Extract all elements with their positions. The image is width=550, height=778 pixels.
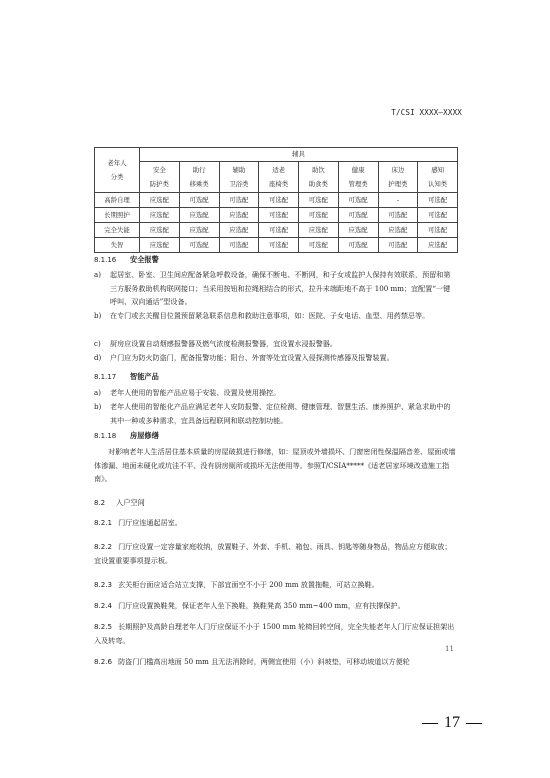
table-cell: 可选配 bbox=[299, 238, 339, 253]
row-label: 失智 bbox=[95, 238, 140, 253]
paragraph-8-1-18: 对影响老年人生活居住基本质量的房屋破损进行修缮，如：屋顶或外墙损坏、门窗密闭性保温隔音差、屋面或墙体渗漏、地面未硬化或坑洼不平、没有厨房厕所或损坏无法使用等。参照T/CSIA*****《适老居家环境改造施工指南》。 bbox=[94, 447, 456, 484]
list-item-b: b) 老年人使用的智能化产品应满足老年人安防报警、定位检测、健康管理、智慧生活、康养照护、紧急求助中的其中一种或多种需求，宜具备远程联网和联动控制功能。 bbox=[94, 402, 451, 425]
table-corner-header: 老年人 分类 bbox=[95, 148, 140, 193]
list-item-d: d) 户门应为防火防盗门，配备报警功能；阳台、外窗等处宜设置入侵探测传感器及报警装置。 bbox=[94, 353, 394, 362]
list-item-a: a) 起居室、卧室、卫生间应配备紧急呼救设备，确保不断电、不断网，和子女或监护人保持有效联系，预留和第三方服务救助机构联网接口；当采用按钮和拉绳相结合的形式，拉升末端距地不高于 100 mm；宜配置“一键呼叫、双向通话”型设备。 bbox=[94, 270, 451, 307]
table-cell: 可选配 bbox=[179, 238, 219, 253]
table-cell: 可选配 bbox=[418, 223, 458, 238]
section-title: 安全报警 bbox=[130, 255, 159, 264]
table-row bbox=[95, 193, 458, 208]
clause-8-2-2: 8.2.2 门厅应设置一定容量家庭收纳，放置鞋子、外套、手机、箱包、雨具、钥匙等随身物品，物品应方便取放；宜设置重要事项提示板。 bbox=[94, 542, 452, 565]
column-header: 助行 移乘类 bbox=[179, 162, 219, 193]
table-cell: 应选配 bbox=[219, 223, 259, 238]
row-label: 完全失能 bbox=[95, 223, 140, 238]
inner-page-number: 11 bbox=[445, 645, 454, 653]
table-cell: 可选配 bbox=[259, 238, 299, 253]
table-cell: 可选配 bbox=[179, 193, 219, 208]
table-group-header: 辅具 bbox=[140, 148, 458, 162]
section-heading-8-2 bbox=[94, 498, 145, 508]
section-heading-8-1-17 bbox=[94, 372, 159, 382]
clause-8-2-3: 8.2.3 玄关柜台面应适合站立支撑，下部宜面空不小于 200 mm 放置拖鞋，可站立换鞋。 bbox=[94, 580, 379, 589]
table-cell: 可选配 bbox=[299, 193, 339, 208]
table-row bbox=[95, 208, 458, 223]
table-cell: 可选配 bbox=[338, 208, 378, 223]
list-item-b: b) 在专门或玄关醒目位置预留紧急联系信息和救助注意事项，如：医院、子女电话、血型、用药禁忌等。 bbox=[94, 311, 430, 320]
row-label: 高龄自理 bbox=[95, 193, 140, 208]
table-cell: 可选配 bbox=[338, 193, 378, 208]
table-cell: 可选配 bbox=[299, 208, 339, 223]
table-cell: 可选配 bbox=[338, 238, 378, 253]
table-row bbox=[95, 238, 458, 253]
table-cell: 应选配 bbox=[179, 223, 219, 238]
clause-8-2-4: 8.2.4 门厅应设置换鞋凳，保证老年人坐下换鞋，换鞋凳高 350 mm~400 mm，应有扶撑保护。 bbox=[94, 601, 405, 610]
dash-left bbox=[422, 723, 438, 724]
table-cell: 应选配 bbox=[418, 238, 458, 253]
table-cell: 可选配 bbox=[219, 193, 259, 208]
table-cell: 可选配 bbox=[259, 208, 299, 223]
assistive-devices-table bbox=[94, 147, 458, 253]
section-number: 8.1.16 bbox=[94, 256, 117, 264]
table-cell: 应选配 bbox=[140, 223, 180, 238]
page-number: 17 bbox=[416, 714, 488, 732]
clause-8-2-5: 8.2.5 长期照护及高龄自理老年人门厅应保证不小于 1500 mm 轮椅回转空间，完全失能老年人门厅应保证担架出入及转弯。 bbox=[94, 622, 455, 645]
table-cell: 应选配 bbox=[219, 208, 259, 223]
table-column-headers bbox=[95, 162, 458, 193]
column-header: 辅助 卫浴类 bbox=[219, 162, 259, 193]
standard-code: T/CSI XXXX—XXXX bbox=[391, 108, 462, 117]
table-cell: 可选配 bbox=[259, 193, 299, 208]
table-cell: 应选配 bbox=[299, 223, 339, 238]
clause-8-2-1: 8.2.1 门厅应连通起居室。 bbox=[94, 518, 182, 527]
section-title: 入户空间 bbox=[116, 498, 145, 507]
table-cell: 应选配 bbox=[179, 208, 219, 223]
table-cell: 可选配 bbox=[259, 223, 299, 238]
table-cell: 可选配 bbox=[378, 238, 418, 253]
column-header: 助饮 助食类 bbox=[299, 162, 339, 193]
list-item-c: c) 厨房应设置自动烟感报警器及燃气浓度检测报警器，宜设置水浸报警器。 bbox=[94, 339, 337, 348]
column-header: 床边 护理类 bbox=[378, 162, 418, 193]
table-cell: 可选配 bbox=[219, 238, 259, 253]
table-cell: 应选配 bbox=[338, 223, 378, 238]
section-heading-8-1-16 bbox=[94, 255, 159, 265]
column-header: 健康 管理类 bbox=[338, 162, 378, 193]
column-header: 安全 防护类 bbox=[140, 162, 180, 193]
dash-right bbox=[466, 723, 482, 724]
table-cell: 应选配 bbox=[140, 208, 180, 223]
table-cell: - bbox=[378, 193, 418, 208]
section-heading-8-1-18 bbox=[94, 431, 159, 441]
section-number: 8.1.18 bbox=[94, 432, 117, 440]
table-cell: 应选配 bbox=[140, 193, 180, 208]
row-label: 长期照护 bbox=[95, 208, 140, 223]
section-title: 智能产品 bbox=[130, 372, 159, 381]
table-cell: 可选配 bbox=[418, 208, 458, 223]
list-item-a: a) 老年人使用的智能产品应易于安装、设置及使用操控。 bbox=[94, 388, 281, 397]
table-row bbox=[95, 223, 458, 238]
table-cell: 应选配 bbox=[140, 238, 180, 253]
section-number: 8.1.17 bbox=[94, 373, 117, 381]
column-header: 感知 认知类 bbox=[418, 162, 458, 193]
column-header: 适老 座椅类 bbox=[259, 162, 299, 193]
section-title: 房屋修缮 bbox=[130, 431, 159, 440]
table-cell: 可选配 bbox=[378, 208, 418, 223]
clause-8-2-6: 8.2.6 防盗门门槛高出地面 50 mm 且无法消除时，两侧宜使用（小）斜坡垫，可移动坡道以方便轮 bbox=[94, 657, 410, 666]
section-number: 8.2 bbox=[94, 499, 106, 507]
table-cell: 可选配 bbox=[418, 193, 458, 208]
table-cell: 应选配 bbox=[378, 223, 418, 238]
